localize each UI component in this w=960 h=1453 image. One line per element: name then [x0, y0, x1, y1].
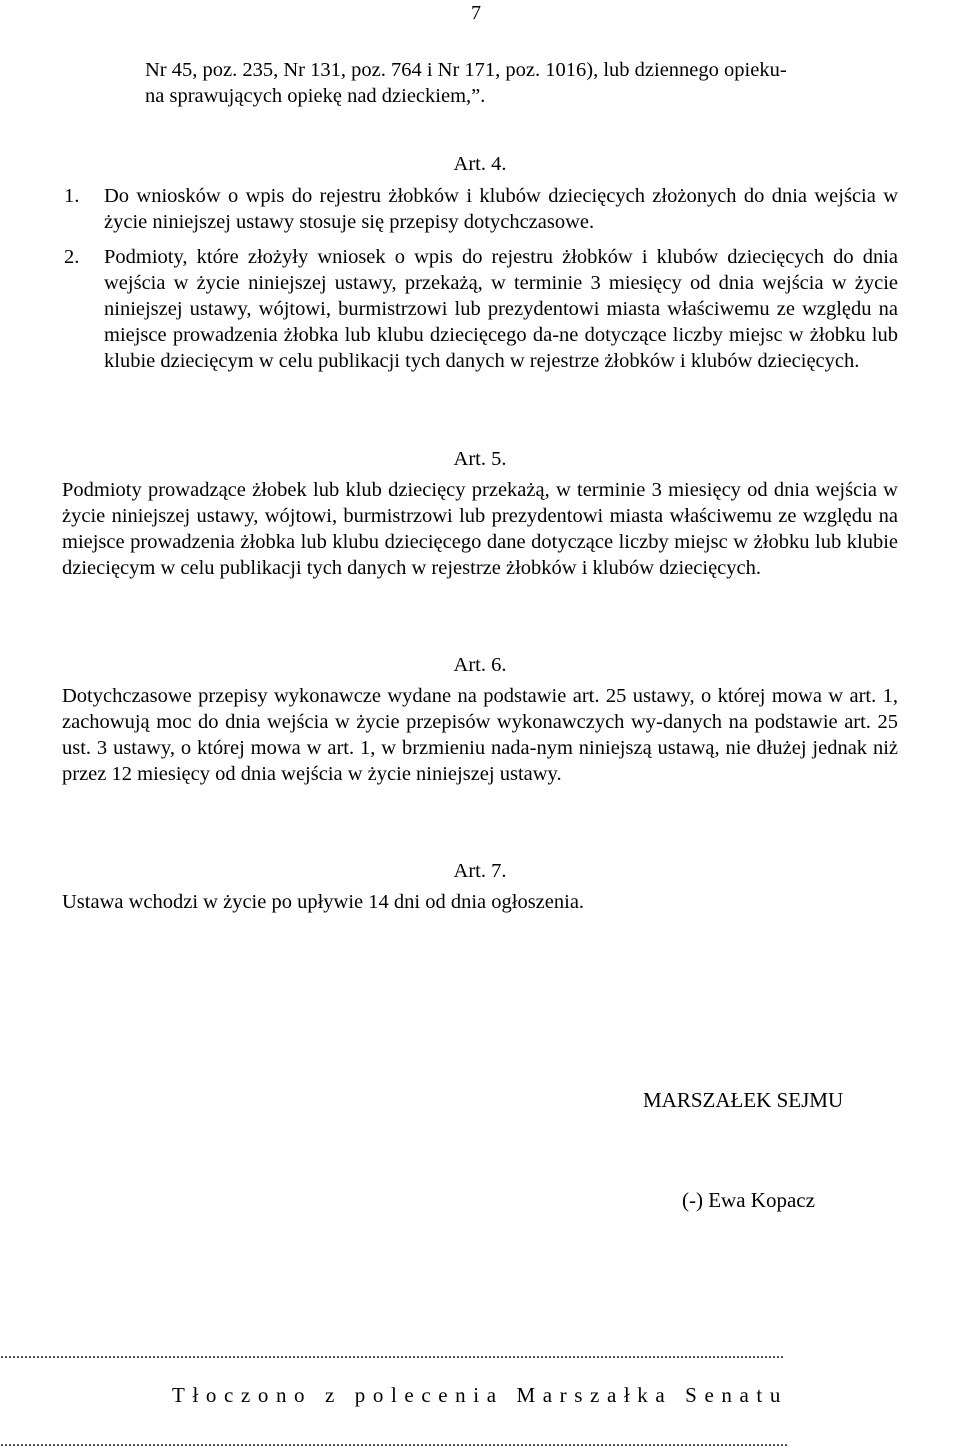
- art-4-point-2: [64, 244, 898, 374]
- art-7-heading: Art. 7.: [453, 860, 507, 882]
- art-4-point-1: [64, 183, 898, 235]
- signature-name: (-) Ewa Kopacz: [682, 1188, 815, 1212]
- footer-dotted-line-bottom: .....................................................................................................................................................................................................: [0, 1434, 788, 1450]
- intro-paragraph: [145, 57, 897, 109]
- art-6-text: Dotychczasowe przepisy wykonawcze wydane na podstawie art. 25 ustawy, o której mowa w art. 1, zachowują moc do dnia wejścia w życie przepisów wykonawczych wy-danych na podstawie art. 25 ust. 3 ustawy, o której mowa w art. 1, w brzmieniu nada-nym niniejszą ustawą, nie dłużej jednak niż przez 12 miesięcy od dnia wejścia w życie niniejszej ustawy.: [62, 685, 898, 785]
- signature-title: MARSZAŁEK SEJMU: [643, 1088, 844, 1112]
- footer-printing-note: Tłoczono z polecenia Marszałka Senatu: [172, 1383, 788, 1407]
- intro-line-1: Nr 45, poz. 235, Nr 131, poz. 764 i Nr 171, poz. 1016), lub dziennego opieku-: [145, 59, 787, 81]
- art-4-point-1-number: 1.: [64, 185, 80, 207]
- art-4-heading: Art. 4.: [453, 153, 507, 175]
- art-4-point-1-text: Do wniosków o wpis do rejestru żłobków i klubów dziecięcych złożonych do dnia wejścia w życie niniejszej ustawy stosuje się przepisy dotychczasowe.: [104, 185, 898, 233]
- art-5-text: Podmioty prowadzące żłobek lub klub dziecięcy przekażą, w terminie 3 miesięcy od dnia wejścia w życie niniejszej ustawy, wójtowi, burmistrzowi lub prezydentowi miasta właściwemu ze względu na miejsce prowadzenia żłobka lub klubu dziecięcego dane dotyczące liczby miejsc w żłobku lub klubie dziecięcym w celu publikacji tych danych w rejestrze żłobków i klubów dziecięcych.: [62, 479, 898, 579]
- art-4-point-2-text: Podmioty, które złożyły wniosek o wpis do rejestru żłobków i klubów dziecięcych do dnia wejścia w życie niniejszej ustawy, przekażą, w terminie 3 miesięcy od dnia wejścia w życie niniejszej ustawy, wójtowi, burmistrzowi lub prezydentowi miasta właściwemu ze względu na miejsce prowadzenia żłobka lub klubu dziecięcego da-ne dotyczące liczby miejsc w żłobku lub klubie dziecięcym w celu publikacji tych danych w rejestrze żłobków i klubów dziecięcych.: [104, 246, 898, 372]
- art-4-point-2-number: 2.: [64, 246, 80, 268]
- page-number: 7: [471, 2, 481, 24]
- art-6-heading: Art. 6.: [453, 654, 507, 676]
- art-5-heading: Art. 5.: [453, 448, 507, 470]
- art-7-text: Ustawa wchodzi w życie po upływie 14 dni od dnia ogłoszenia.: [62, 891, 585, 913]
- footer-dotted-line-top: ....................................................................................................................................................................................................: [0, 1346, 784, 1362]
- intro-line-2: na sprawujących opiekę nad dzieckiem,”.: [145, 85, 486, 107]
